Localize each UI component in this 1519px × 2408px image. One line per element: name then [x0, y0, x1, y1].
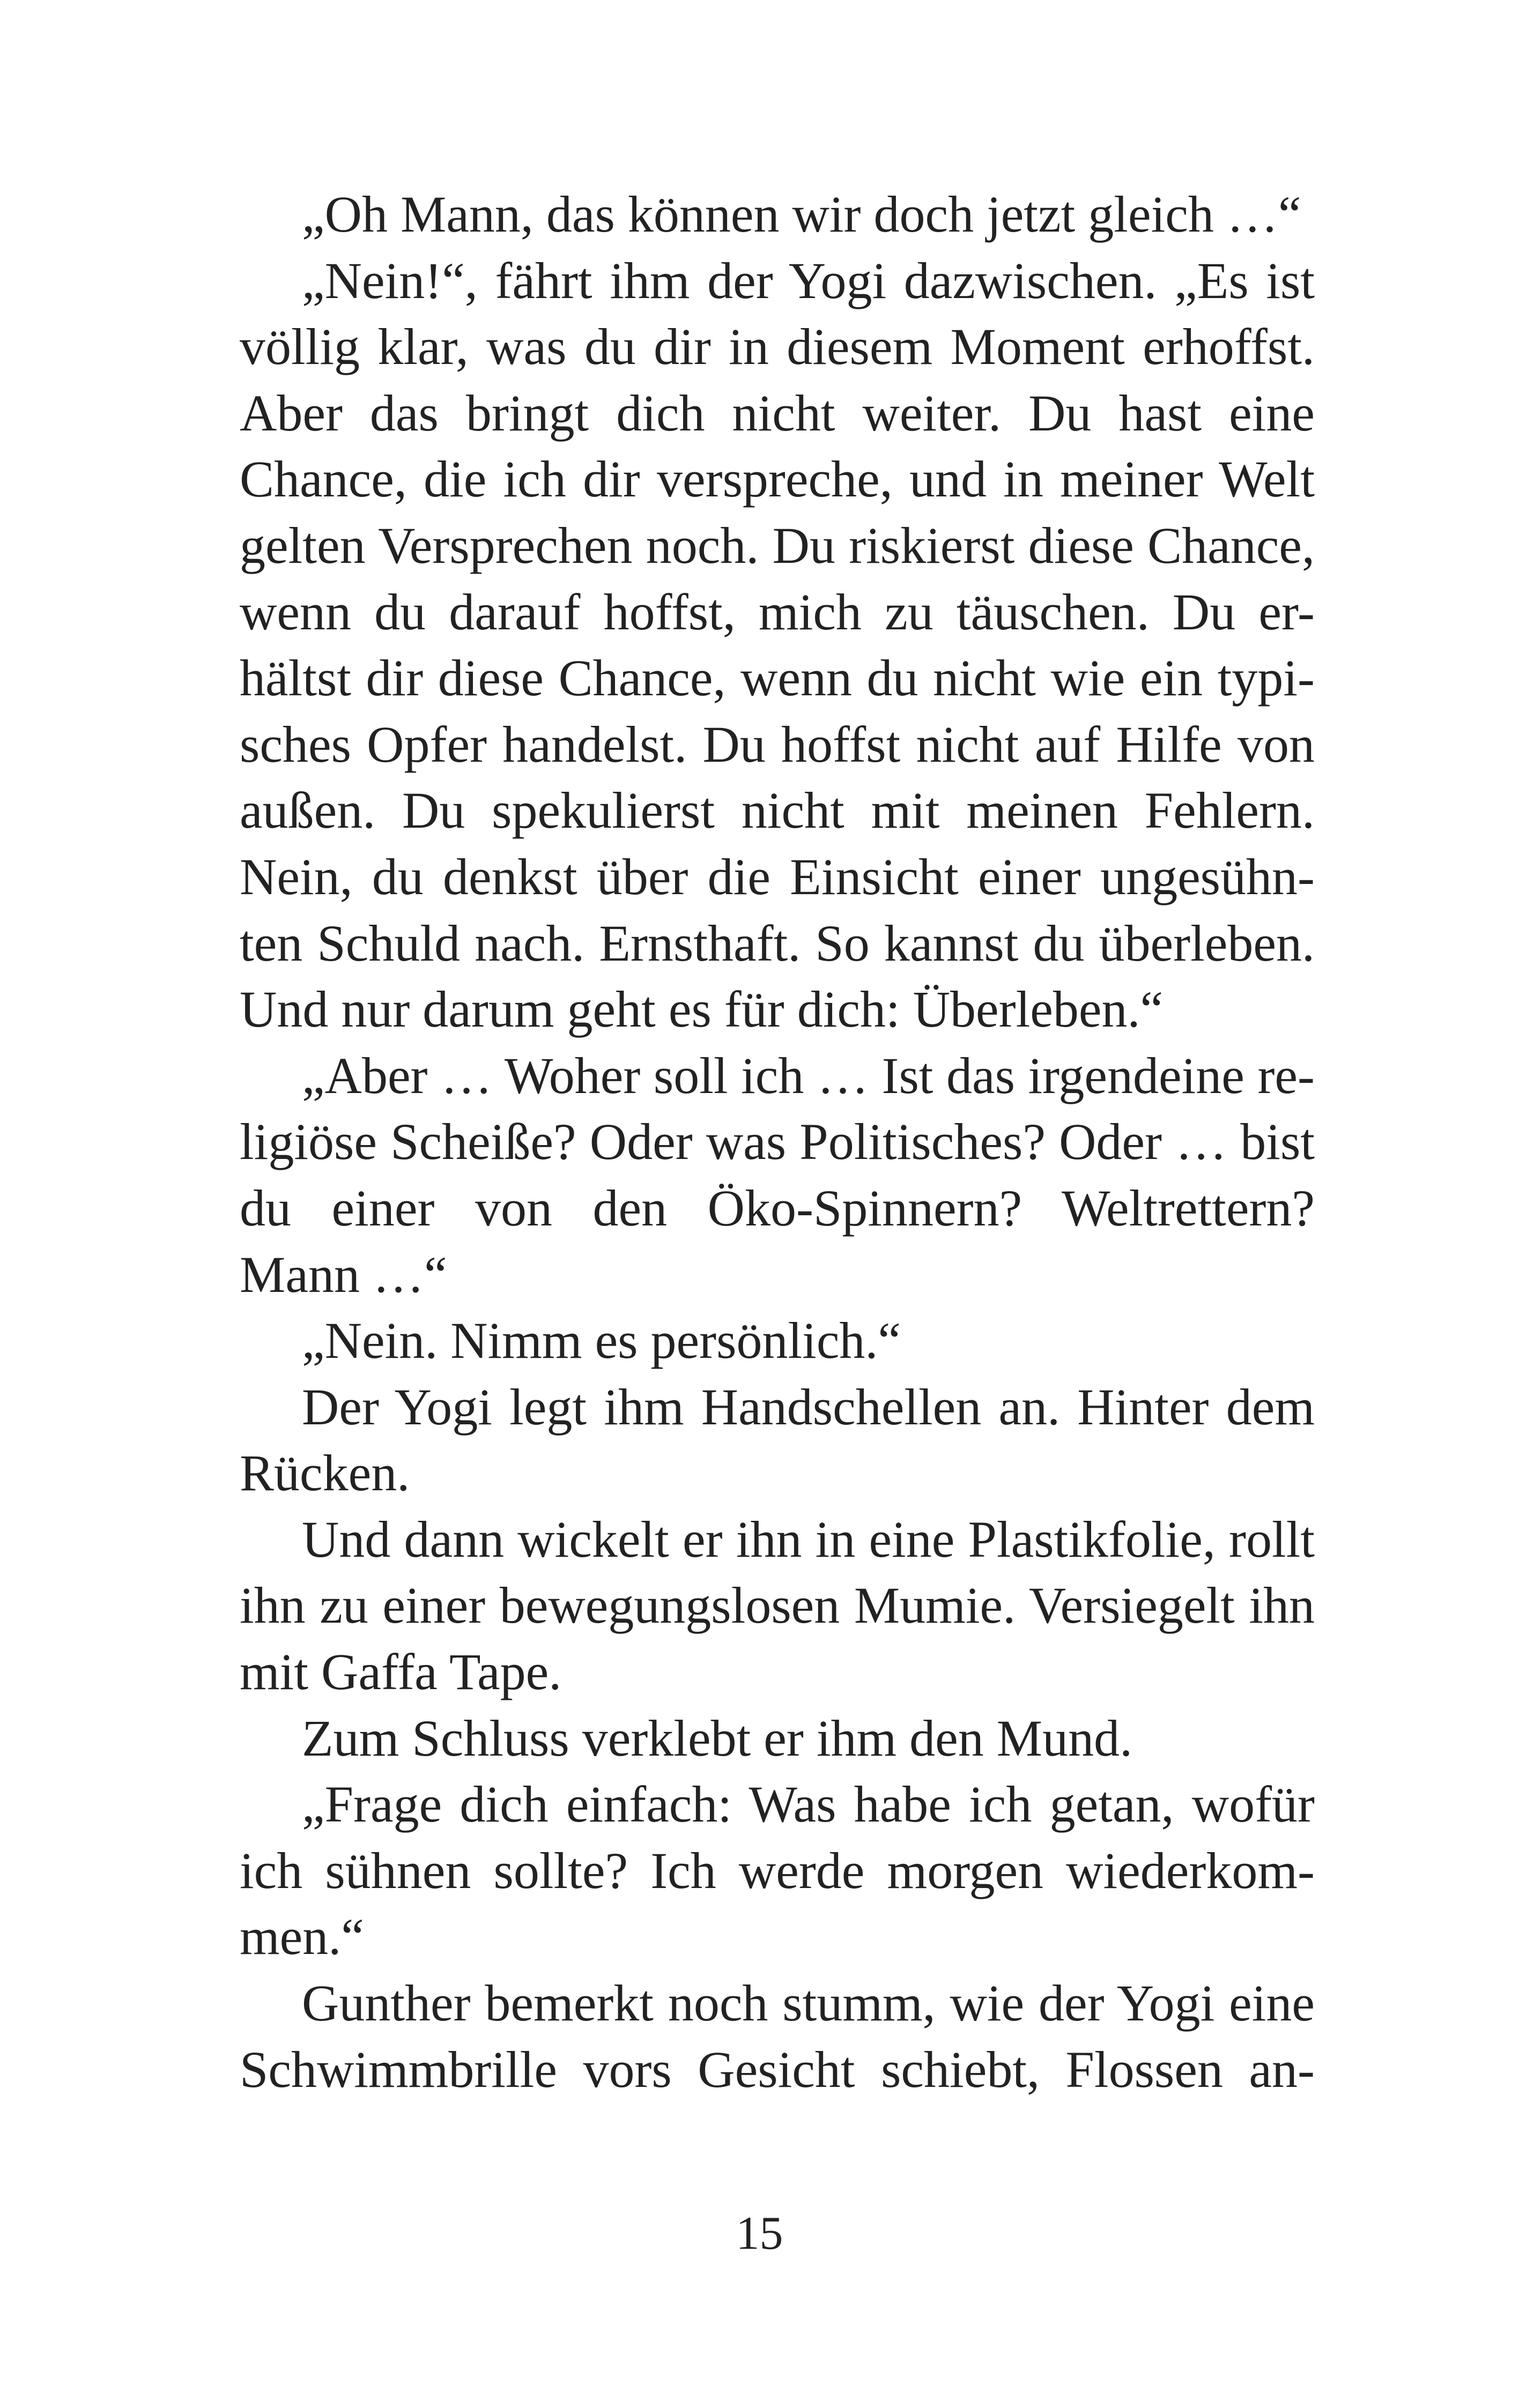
text-line: Chance, die ich dir verspreche, und in meiner Welt [240, 450, 1315, 508]
text-line: hältst dir diese Chance, wenn du nicht wie ein typi- [240, 649, 1315, 707]
text-line: ten Schuld nach. Ernsthaft. So kannst du überleben. [240, 914, 1315, 972]
text-line: Gunther bemerkt noch stumm, wie der Yogi eine [302, 1974, 1315, 2032]
text-line: „Aber … Woher soll ich … Ist das irgendeine re- [302, 1046, 1315, 1104]
body-text [240, 181, 1315, 2102]
text-line: Nein, du denkst über die Einsicht einer ungesühn- [240, 848, 1315, 905]
text-line: ligiöse Scheiße? Oder was Politisches? Oder … bist [240, 1113, 1315, 1171]
text-line: „Nein!“, fährt ihm der Yogi dazwischen. „Es ist [302, 251, 1315, 309]
text-line: Und dann wickelt er ihn in eine Plastikfolie, rollt [302, 1510, 1315, 1568]
text-line: mit Gaffa Tape. [240, 1643, 562, 1701]
text-line: Zum Schluss verklebt er ihm den Mund. [302, 1709, 1133, 1767]
text-line: völlig klar, was du dir in diesem Moment erhoffst. [240, 318, 1315, 376]
text-line: wenn du darauf hoffst, mich zu täuschen. Du er- [240, 583, 1315, 641]
text-line: Der Yogi legt ihm Handschellen an. Hinter dem [302, 1378, 1315, 1436]
text-line: men.“ [240, 1908, 364, 1966]
text-line: außen. Du spekulierst nicht mit meinen Fehlern. [240, 782, 1315, 839]
text-line: „Nein. Nimm es persönlich.“ [302, 1312, 901, 1370]
text-line: Rücken. [240, 1444, 410, 1502]
text-line: Und nur darum geht es für dich: Überleben.“ [240, 980, 1164, 1038]
text-line: ihn zu einer bewegungslosen Mumie. Versiegelt ihn [240, 1577, 1315, 1634]
page-number: 15 [736, 2208, 783, 2260]
text-line: „Frage dich einfach: Was habe ich getan, wofür [302, 1775, 1315, 1833]
book-page-body [240, 181, 1315, 2102]
text-line: gelten Versprechen noch. Du riskierst diese Chance, [240, 516, 1315, 574]
text-line: Mann …“ [240, 1245, 447, 1303]
text-line: Schwimmbrille vors Gesicht schiebt, Flossen an- [240, 2040, 1315, 2098]
text-line: sches Opfer handelst. Du hoffst nicht auf Hilfe von [240, 715, 1315, 773]
text-line: ich sühnen sollte? Ich werde morgen wiederkom- [240, 1841, 1315, 1899]
text-line: „Oh Mann, das können wir doch jetzt gleich …“ [302, 185, 1301, 243]
text-line: Aber das bringt dich nicht weiter. Du hast eine [240, 384, 1315, 442]
text-line: du einer von den Öko-Spinnern? Weltrettern? [240, 1179, 1315, 1237]
